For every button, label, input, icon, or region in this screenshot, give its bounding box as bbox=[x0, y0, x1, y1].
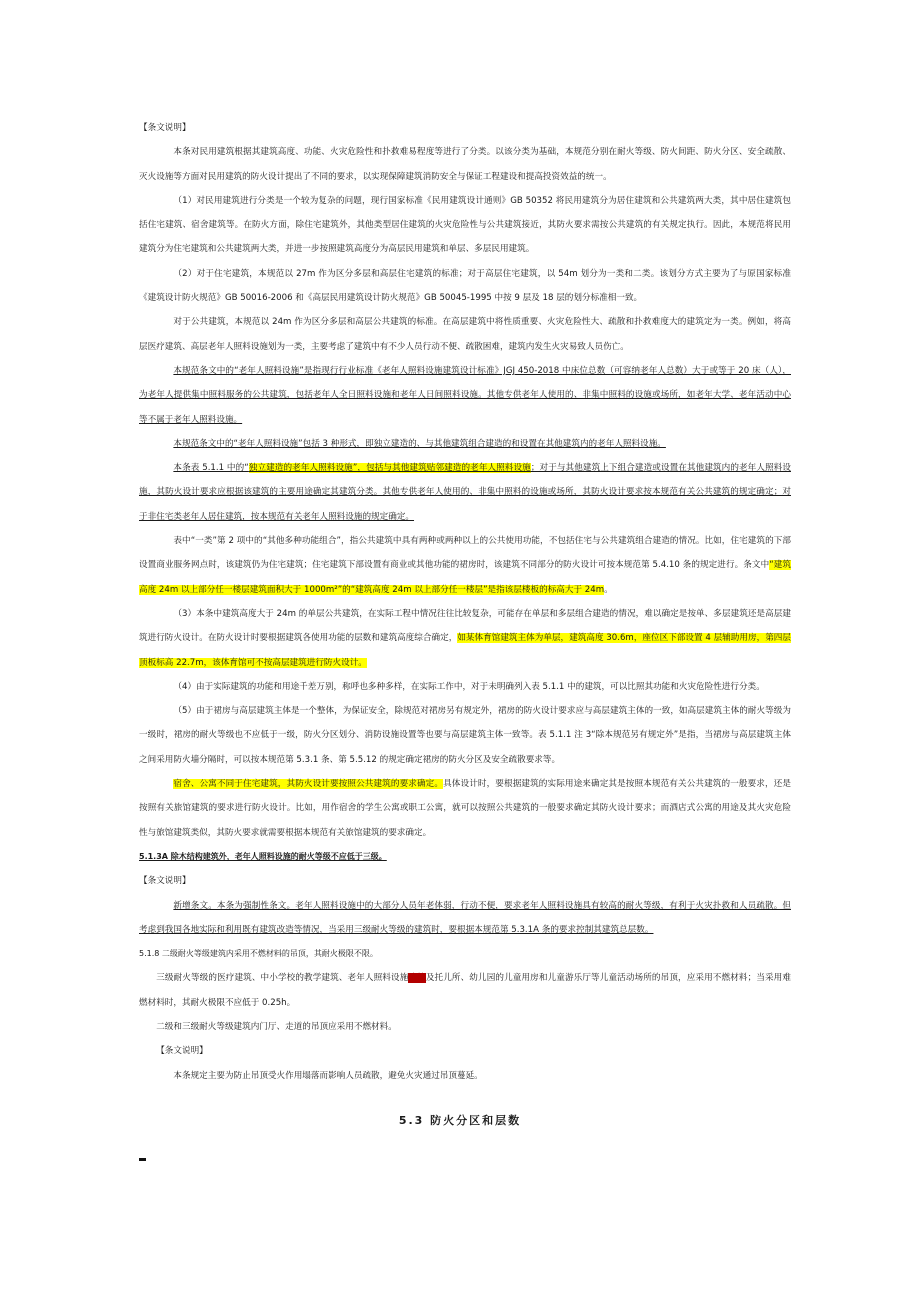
paragraph-public-buildings: 对于公共建筑，本规范以 24m 作为区分多层和高层公共建筑的标准。在高层建筑中将性质重要、火灾危险性大、疏散和扑救难度大的建筑定为一类。例如，将高层医疗建筑、高层老年人照料设施划为一类，主要考虑了建筑中有不少人员行动不便、疏散困难，建筑内发生火灾易致人员伤亡。 bbox=[139, 317, 791, 352]
mixed-use-end: 。 bbox=[604, 584, 613, 595]
dormitory-text: 具体设计时，要根据建筑的实际用途来确定其是按照本规范有关公共建筑的一般要求，还是按照有关旅馆建筑的要求进行防火设计。比如，用作宿舍的学生公寓或职工公寓，就可以按照公共建筑的一般要求确定其防火设计要求；而酒店式公寓的用途及其火灾危险性与旅馆建筑类似，其防火要求就需要根据本规范有关旅馆建筑的要求确定。 bbox=[139, 779, 791, 838]
paragraph-dormitory bbox=[139, 772, 791, 845]
elderly-forms-text: 本规范条文中的“老年人照料设施”包括 3 种形式，即独立建造的、与其他建筑组合建造的和设置在其他建筑内的老年人照料设施。 bbox=[173, 438, 666, 449]
paragraph-elderly-definition bbox=[139, 359, 791, 432]
mixed-use-text: 表中“一类”第 2 项中的“其他多种功能组合”，指公共建筑中具有两种或两种以上的公共使用功能，不包括住宅与公共建筑组合建造的情况。比如，住宅建筑的下部设置商业服务网点时，该建筑仍为住宅建筑；住宅建筑下部设置有商业或其他功能的裙房时，该建筑不同部分的防火设计可按本规范第 5.4.10 条的规定进行。条文中 bbox=[139, 536, 791, 571]
section-title: 5.3 防火分区和层数 bbox=[398, 1114, 522, 1127]
paragraph-item-3 bbox=[139, 602, 791, 675]
paragraph-new-clause bbox=[139, 894, 791, 943]
clause-5-1-8: 5.1.8 二级耐火等级建筑内采用不燃材料的吊顶，其耐火极限不限。 bbox=[139, 949, 378, 959]
item-3-highlight: 如某体育馆建筑主体为单层，建筑高度 30.6m，座位区下部设置 4 层辅助用房，第四层顶板标高 22.7m，该体育馆可不按高层建筑进行防火设计。 bbox=[139, 633, 791, 668]
table-note-highlight: 独立建造的老年人照料设施”，包括与其他建筑贴邻建造的老年人照料设施 bbox=[248, 463, 531, 474]
note-label: 【条文说明】 bbox=[139, 876, 191, 887]
paragraph-elderly-forms bbox=[139, 432, 791, 456]
table-note-end: ；对于与其他建筑上下组合建造或设置在其他建筑内的老年人照料设施，其防火设计要求应根据该建筑的主要用途确定其建筑分类。其他专供老年人使用的、非集中照料的设施或场所，其防火设计要求按本规范有关公共建筑的规定确定；对于非住宅类老年人居住建筑，按本规范有关老年人照料设施的规定确定。 bbox=[139, 463, 791, 522]
paragraph-table-note bbox=[139, 456, 791, 529]
third-grade-text: 三级耐火等级的医疗建筑、中小学校的教学建筑、老年人照料设施 bbox=[156, 973, 409, 984]
item-3-text: （3）本条中建筑高度大于 24m 的单层公共建筑，在实际工程中情况往往比较复杂，可能存在单层和多层组合建造的情况，难以确定是按单、多层建筑还是高层建筑进行防火设计。在防火设计时要根据建筑各使用功能的层数和建筑高度综合确定， bbox=[139, 608, 791, 644]
new-clause-text: 新增条文。本条为强制性条文。老年人照料设施中的大部分人员年老体弱，行动不便，要求老年人照料设施具有较高的耐火等级，有利于火灾扑救和人员疏散。但考虑到我国各地实际和利用既有建筑改造等情况，当采用三级耐火等级的建筑时，要根据本规范第 5.3.1A 条的要求控制其建筑总层数。 bbox=[139, 900, 791, 935]
clause-5-1-3a-text: 5.1.3A 除木结构建筑外，老年人照料设施的耐火等级不应低于三级。 bbox=[139, 851, 387, 861]
paragraph-ceiling-note: 本条规定主要为防止吊顶受火作用塌落而影响人员疏散，避免火灾通过吊顶蔓延。 bbox=[173, 1070, 483, 1081]
redacted-mark: 建筑 bbox=[408, 973, 426, 984]
elderly-definition-text: 本规范条文中的“老年人照料设施”是指现行行业标准《老年人照料设施建筑设计标准》JGJ 450-2018 中床位总数（可容纳老年人总数）大于或等于 20 床（人），为老年人提供集中照料服务的公共建筑，包括老年人全日照料设施和老年人日间照料设施。其他专供老年人使用的、非集中照料的设施或场所，如老年大学、老年活动中心等不属于老年人照料设施。 bbox=[139, 365, 791, 425]
clause-5-1-3a bbox=[139, 845, 791, 869]
paragraph-item-4: （4）由于实际建筑的功能和用途千差万别，称呼也多种多样，在实际工作中，对于未明确列入表 5.1.1 中的建筑，可以比照其功能和火灾危险性进行分类。 bbox=[173, 681, 765, 692]
paragraph-item-5: （5）由于裙房与高层建筑主体是一个整体，为保证安全，除规范对裙房另有规定外，裙房的防火设计要求应与高层建筑主体的一致，如高层建筑主体的耐火等级为一级时，裙房的耐火等级也不应低于一级，防火分区划分、消防设施设置等也要与高层建筑主体一致等。表 5.1.1 注 3“除本规范另有规定外”是指，当裙房与高层建筑主体之间采用防火墙分隔时，可以按本规范第 5.3.1 条、第 5.5.12 的规定确定裙房的防火分区及安全疏散要求等。 bbox=[139, 706, 791, 765]
paragraph-item-2: （2）对于住宅建筑，本规范以 27m 作为区分多层和高层住宅建筑的标准；对于高层住宅建筑，以 54m 划分为一类和二类。该划分方式主要为了与原国家标准《建筑设计防火规范》GB 50016-2006 和《高层民用建筑设计防火规范》GB 50045-1995 中按 9 层及 18 层的划分标准相一致。 bbox=[139, 268, 791, 304]
table-note-start: 本条表 5.1.1 中的“ bbox=[173, 463, 249, 474]
dormitory-highlight: 宿舍、公寓不同于住宅建筑，其防火设计要按照公共建筑的要求确定。 bbox=[173, 779, 444, 790]
page-mark bbox=[139, 1158, 146, 1161]
third-grade-end: 及托儿所、幼儿园的儿童用房和儿童游乐厅等儿童活动场所的吊顶，应采用不燃材料；当采用难燃材料时，其耐火极限不应低于 0.25h。 bbox=[139, 973, 791, 1008]
paragraph-third-grade bbox=[139, 966, 791, 1015]
note-label: 【条文说明】 bbox=[139, 123, 191, 133]
paragraph-intro: 本条对民用建筑根据其建筑高度、功能、火灾危险性和扑救难易程度等进行了分类。以该分类为基础，本规范分别在耐火等级、防火间距、防火分区、安全疏散、灭火设施等方面对民用建筑的防火设计提出了不同的要求，以实现保障建筑消防安全与保证工程建设和提高投资效益的统一。 bbox=[139, 147, 791, 182]
paragraph-mixed-use bbox=[139, 529, 791, 602]
note-label: 【条文说明】 bbox=[156, 1046, 208, 1057]
document-body bbox=[139, 116, 791, 1088]
paragraph-item-1: （1）对民用建筑进行分类是一个较为复杂的问题，现行国家标准《民用建筑设计通则》GB 50352 将民用建筑分为居住建筑和公共建筑两大类，其中居住建筑包括住宅建筑、宿舍建筑等。在防火方面，除住宅建筑外，其他类型居住建筑的火灾危险性与公共建筑接近，其防火要求需按公共建筑的有关规定执行。因此，本规范将民用建筑分为住宅建筑和公共建筑两大类，并进一步按照建筑高度分为高层民用建筑和单层、多层民用建筑。 bbox=[139, 195, 791, 255]
mixed-use-highlight: “建筑高度 24m 以上部分任一楼层建筑面积大于 1000m²”的“建筑高度 24m 以上部分任一楼层”是指该层楼板的标高大于 24m bbox=[139, 560, 791, 595]
paragraph-second-third-grade: 二级和三级耐火等级建筑内门厅、走道的吊顶应采用不燃材料。 bbox=[156, 1021, 397, 1032]
